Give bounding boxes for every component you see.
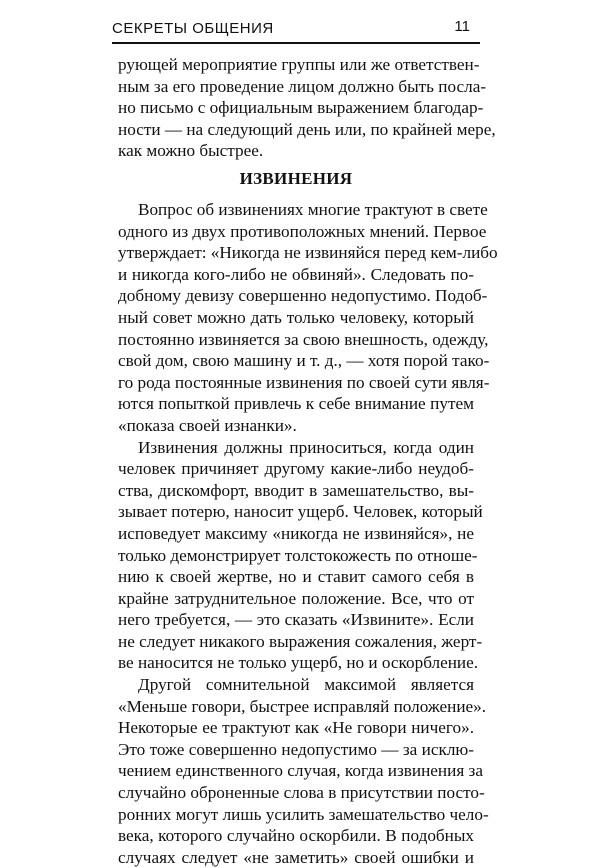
text-line: зывает потерю, наносит ущерб. Человек, который — [118, 502, 483, 522]
text-line: Это тоже совершенно недопустимо — за исклю- — [118, 739, 474, 759]
text-line: «Меньше говори, быстрее исправляй положение». — [118, 696, 487, 716]
text-line: не следует никакого выражения сожаления, жерт- — [118, 631, 483, 651]
text-line: ства, дискомфорт, вводит в замешательство, вы- — [118, 480, 474, 500]
text-line: постоянно извиняется за свою внешность, одежду, — [118, 329, 489, 349]
text-line: случайно оброненные слова в присутствии посто- — [118, 783, 485, 803]
running-header-title: СЕКРЕТЫ ОБЩЕНИЯ — [112, 20, 274, 37]
text-line: Вопрос об извинениях многие трактуют в свете — [138, 200, 488, 219]
text-line: человек причиняет другому какие-либо неудоб- — [118, 459, 474, 479]
text-line: случаях следует «не заметить» своей ошибки и — [118, 847, 474, 867]
text-line: и никогда кого-либо не обвиняй». Следовать по- — [118, 264, 474, 284]
text-line: го рода постоянные извинения по своей сути явля- — [118, 372, 490, 392]
text-line: ются попыткой привлечь к себе внимание путем — [118, 394, 474, 414]
text-line: Извинения должны приноситься, когда один — [138, 437, 474, 457]
text-line: «показа своей изнанки». — [118, 415, 297, 435]
text-line: ный совет можно дать только человеку, который — [118, 307, 474, 327]
text-line: Другой сомнительной максимой является — [138, 675, 474, 695]
text-line: века, которого случайно оскорбили. В подобных — [118, 826, 474, 846]
text-line: Некоторые ее трактуют как «Не говори ничего». — [118, 718, 474, 738]
text-line: одного из двух противоположных мнений. Первое — [118, 221, 487, 241]
text-line: как можно быстрее. — [118, 141, 264, 161]
text-line: ве наносится не только ущерб, но и оскорбление. — [118, 653, 479, 673]
text-line: ным за его проведение лицом должно быть посла- — [118, 76, 487, 96]
running-header — [112, 12, 480, 44]
text-line: добному девизу совершенно недопустимо. Подоб- — [118, 286, 488, 306]
text-line: чением единственного случая, когда извинения за — [118, 761, 483, 781]
page-number: 11 — [454, 18, 470, 35]
text-line: утверждает: «Никогда не извиняйся перед кем-либо — [118, 243, 498, 263]
section-heading: ИЗВИНЕНИЯ — [239, 169, 353, 188]
text-line: исповедует максиму «никогда не извиняйся», не — [118, 523, 474, 543]
text-line: только демонстрирует толстокожесть по отноше- — [118, 545, 478, 565]
intro-paragraph — [118, 54, 496, 162]
text-line: ронних могут лишь усилить замешательство чело- — [118, 804, 489, 824]
text-line: него требуется, — это сказать «Извините». Если — [118, 610, 474, 630]
text-line: крайне затруднительное положение. Все, что от — [118, 588, 474, 608]
text-line: нию к своей жертве, но и ставит самого себя в — [118, 567, 474, 587]
text-line: ности — на следующий день или, по крайней мере, — [118, 119, 496, 139]
text-line: свой дом, свою машину и т. д., — хотя порой тако- — [118, 351, 490, 371]
text-line: но письмо с официальным выражением благодар- — [118, 98, 484, 118]
section-body — [118, 199, 498, 868]
text-line: рующей мероприятие группы или же ответствен- — [118, 55, 480, 74]
